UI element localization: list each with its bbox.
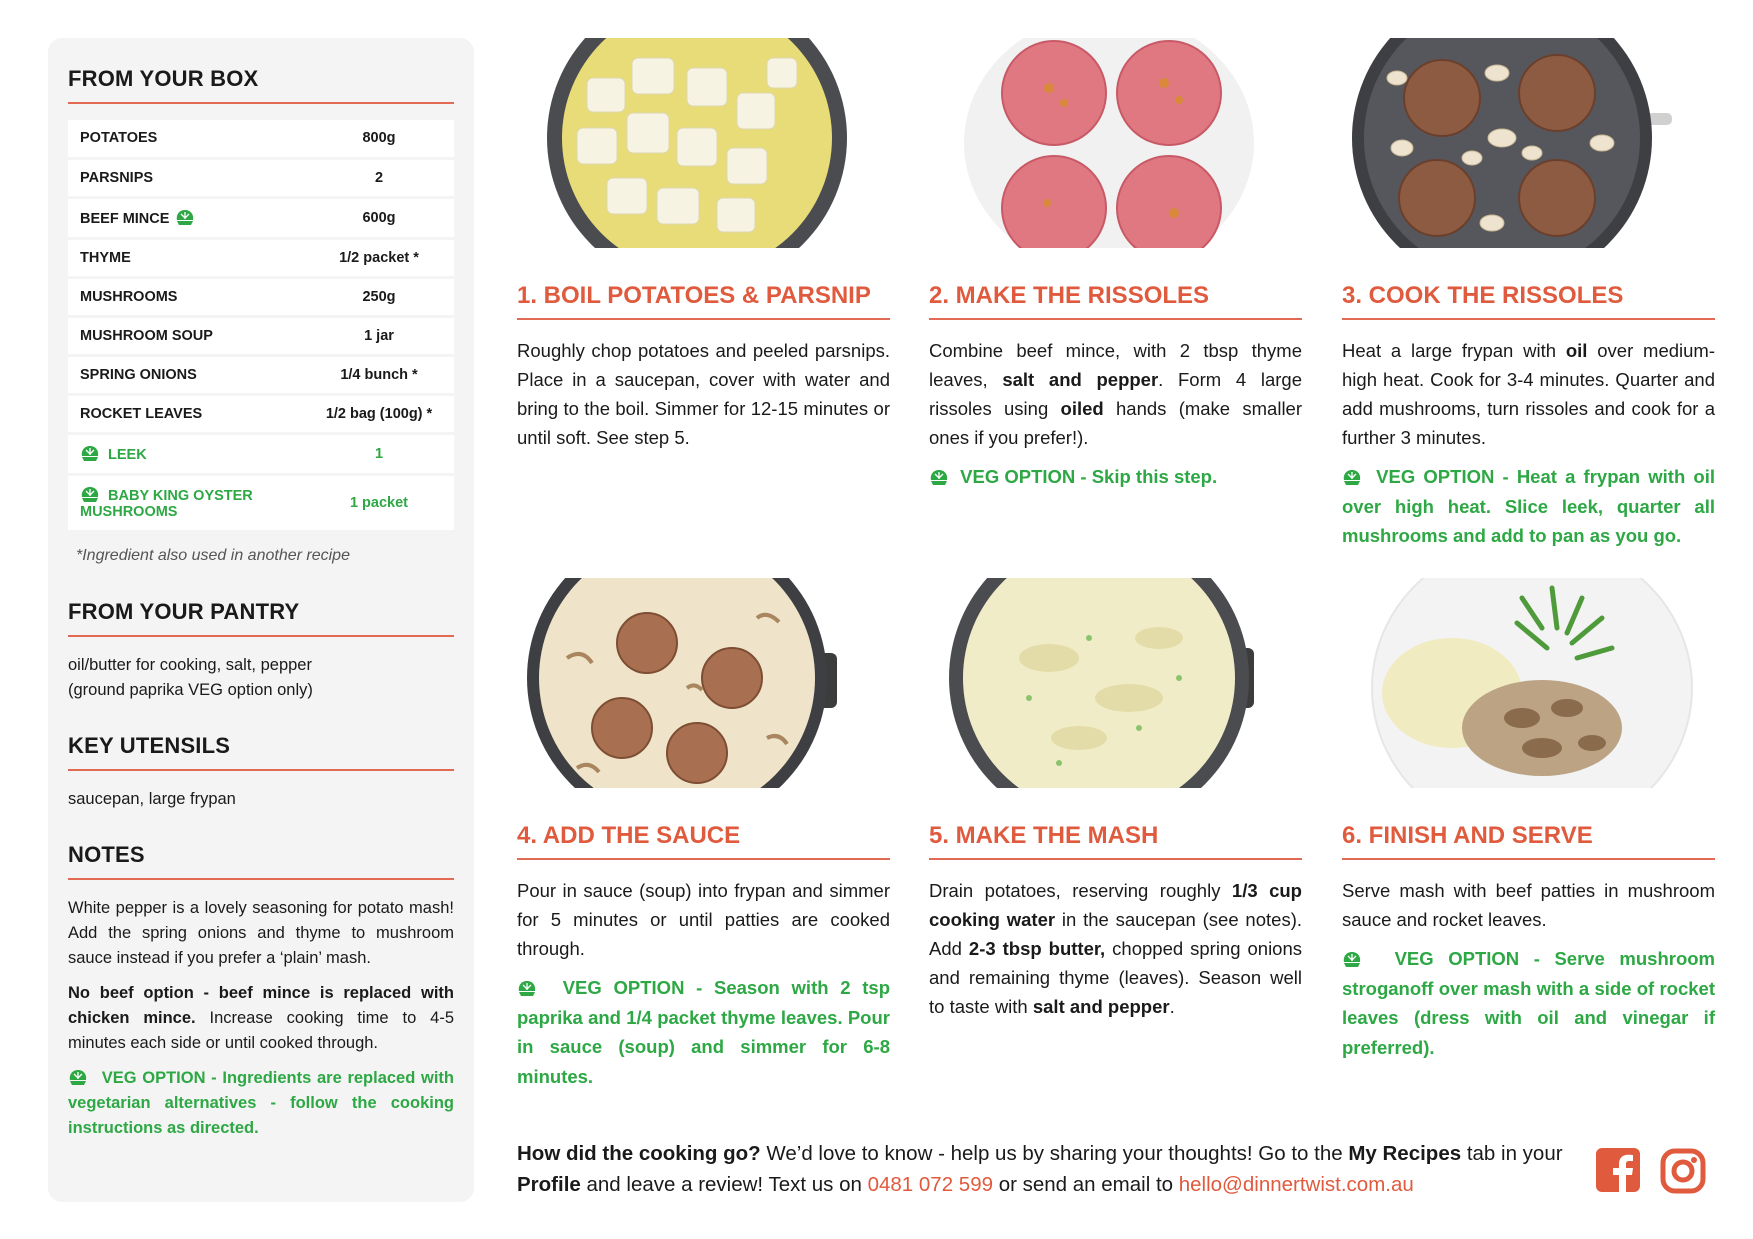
ingredient-name-cell: [68, 197, 304, 238]
step-4-veg-option: [517, 973, 890, 1091]
step-5-text-part-1: Drain potatoes, reserving roughly: [929, 880, 1232, 901]
footer-question: How did the cooking go?: [517, 1142, 761, 1165]
step-2-title: 2. MAKE THE RISSOLES: [929, 282, 1302, 320]
pantry-section: [68, 599, 454, 703]
ingredient-row: [68, 394, 454, 433]
ingredient-name-cell: [68, 394, 304, 433]
ingredient-row: [68, 197, 454, 238]
ingredient-name-cell: [68, 355, 304, 394]
notes-heading: NOTES: [68, 842, 454, 880]
my-recipes-link[interactable]: My Recipes: [1348, 1142, 1462, 1165]
step-4-veg-text: VEG OPTION - Season with 2 tsp paprika and 1/4 packet thyme leaves. Pour in sauce (soup) and simmer for 6-8 minutes.: [517, 977, 890, 1087]
ingredient-qty: 1 packet: [304, 474, 454, 531]
leaf-icon: [517, 980, 537, 997]
step-6: [1342, 578, 1715, 1062]
mash-in-pot-photo: [929, 578, 1302, 788]
step-5-title: 5. MAKE THE MASH: [929, 822, 1302, 860]
ingredient-qty: 1: [304, 433, 454, 474]
ingredient-row: [68, 238, 454, 277]
step-5-bold-1: 1/3 cup cooking water: [929, 880, 1302, 930]
step-2-bold-1: salt and pepper: [1002, 369, 1159, 390]
ingredient-qty: 600g: [304, 197, 454, 238]
notes-paragraph-1: White pepper is a lovely seasoning for potato mash! Add the spring onions and thyme to mushroom sauce instead if you prefer a ‘plain’ mash.: [68, 898, 454, 967]
ingredient-row: [68, 355, 454, 394]
step-1-title: 1. BOIL POTATOES & PARSNIP: [517, 282, 890, 320]
step-3-text-part-2: over medium-high heat. Cook for 3-4 minutes. Quarter and add mushrooms, turn rissoles and cook for a further 3 minutes.: [1342, 340, 1715, 448]
ingredient-row: [68, 433, 454, 474]
step-3-veg-text: VEG OPTION - Heat a frypan with oil over high heat. Slice leek, quarter all mushrooms and add to pan as you go.: [1342, 466, 1715, 546]
step-3-text-part-1: Heat a large frypan with: [1342, 340, 1566, 361]
email-link[interactable]: hello@dinnertwist.com.au: [1178, 1173, 1414, 1196]
ingredient-name: ROCKET LEAVES: [80, 405, 203, 422]
ingredient-name: MUSHROOM SOUP: [80, 327, 213, 344]
leaf-icon: [175, 209, 195, 226]
ingredient-footnote: *Ingredient also used in another recipe: [76, 546, 350, 564]
ingredient-name-cell: [68, 433, 304, 474]
step-3-veg-option: [1342, 462, 1715, 551]
ingredient-row: [68, 277, 454, 316]
step-6-title: 6. FINISH AND SERVE: [1342, 822, 1715, 860]
ingredient-name: MUSHROOMS: [80, 288, 178, 305]
notes-section: [68, 842, 454, 1141]
utensils-heading: KEY UTENSILS: [68, 733, 454, 771]
plated-dish-photo: [1342, 578, 1715, 788]
sidebar: [48, 38, 474, 1202]
utensils-text: saucepan, large frypan: [68, 789, 236, 808]
step-5-text-part-3: chopped spring onions and remaining thyme (leaves). Season well to taste with: [929, 938, 1303, 1017]
footer-text-4: or send an email to: [993, 1173, 1179, 1196]
ingredient-row: [68, 158, 454, 197]
step-3: [1342, 38, 1715, 551]
footer-text-3: and leave a review! Text us on: [580, 1173, 868, 1196]
step-2-text-part-3: hands (make smaller ones if you prefer!).: [929, 398, 1303, 448]
leaf-icon: [68, 1069, 88, 1086]
ingredient-name-cell: [68, 474, 304, 531]
leaf-icon: [80, 445, 100, 462]
step-2-text: [929, 336, 1302, 452]
step-3-bold-1: oil: [1565, 340, 1588, 361]
ingredient-name-cell: [68, 316, 304, 355]
ingredient-qty: 1/4 bunch *: [304, 355, 454, 394]
pantry-heading: FROM YOUR PANTRY: [68, 599, 454, 637]
step-2-text-part-1: Combine beef mince, with 2 tbsp thyme leaves,: [929, 340, 1302, 390]
step-2-bold-2: oiled: [1060, 398, 1104, 419]
leaf-icon: [1342, 469, 1362, 486]
step-2: [929, 38, 1302, 492]
rissoles-in-pan-photo: [1342, 38, 1715, 248]
step-2-text-part-2: . Form 4 large rissoles using: [929, 369, 1302, 419]
leaf-icon: [80, 486, 100, 503]
ingredient-row: [68, 120, 454, 158]
ingredient-name: BEEF MINCE: [80, 210, 170, 227]
step-1: [517, 38, 890, 452]
pot-of-potatoes-photo: [517, 38, 890, 248]
ingredient-name-cell: [68, 277, 304, 316]
step-5-bold-2: 2-3 tbsp butter,: [968, 938, 1106, 959]
ingredient-qty: 2: [304, 158, 454, 197]
step-5-bold-3: salt and pepper: [1032, 996, 1170, 1017]
ingredient-name: PARSNIPS: [80, 169, 154, 186]
step-3-text: [1342, 336, 1715, 452]
raw-rissoles-photo: [929, 38, 1302, 248]
step-5-text-part-2: in the saucepan (see notes). Add: [929, 909, 1302, 959]
leaf-icon: [1342, 951, 1362, 968]
ingredient-row: [68, 474, 454, 531]
step-6-text: Serve mash with beef patties in mushroom sauce and rocket leaves.: [1342, 880, 1715, 930]
notes-veg-text: VEG OPTION - Ingredients are replaced with vegetarian alternatives - follow the cooking instructions as directed.: [68, 1068, 454, 1137]
footer-text-1: We’d love to know - help us by sharing your thoughts! Go to the: [760, 1142, 1349, 1165]
ingredient-qty: 1 jar: [304, 316, 454, 355]
pantry-line-2: (ground paprika VEG option only): [68, 680, 313, 699]
ingredient-qty: 1/2 packet *: [304, 238, 454, 277]
phone-number[interactable]: 0481 072 599: [867, 1173, 993, 1196]
ingredient-row: [68, 316, 454, 355]
ingredient-name: THYME: [80, 249, 131, 266]
step-5-text-part-4: .: [1169, 996, 1175, 1017]
step-6-veg-option: [1342, 944, 1715, 1062]
ingredient-name-cell: [68, 238, 304, 277]
ingredients-table: [68, 120, 454, 533]
ingredient-name: POTATOES: [80, 130, 158, 147]
leaf-icon: [929, 469, 949, 486]
feedback-footer: [517, 1138, 1577, 1200]
profile-link[interactable]: Profile: [517, 1173, 581, 1196]
step-2-veg-option: [929, 462, 1302, 492]
ingredient-name: BABY KING OYSTER MUSHROOMS: [80, 487, 253, 520]
step-4-title: 4. ADD THE SAUCE: [517, 822, 890, 860]
ingredient-name: SPRING ONIONS: [80, 366, 197, 383]
ingredient-name-cell: [68, 158, 304, 197]
step-6-veg-text: VEG OPTION - Serve mushroom stroganoff over mash with a side of rocket leaves (dress with oil and vinegar if preferred).: [1342, 948, 1716, 1058]
ingredient-name-cell: [68, 120, 304, 158]
step-5-text: [929, 876, 1302, 1021]
ingredient-qty: 800g: [304, 120, 454, 158]
facebook-icon[interactable]: [1596, 1148, 1640, 1192]
from-your-box-heading: FROM YOUR BOX: [68, 66, 454, 104]
rissoles-in-sauce-photo: [517, 578, 890, 788]
notes-paragraph-2: [68, 981, 454, 1056]
ingredient-qty: 1/2 bag (100g) *: [304, 394, 454, 433]
ingredient-name: LEEK: [108, 446, 147, 463]
step-4: [517, 578, 890, 1091]
footer-text-2: tab in your: [1461, 1142, 1563, 1165]
notes-veg-option: [68, 1066, 454, 1141]
step-5: [929, 578, 1302, 1021]
no-beef-option-bold: No beef option - beef mince is replaced with chicken mince.: [68, 983, 454, 1027]
step-2-veg-text: VEG OPTION - Skip this step.: [960, 466, 1218, 487]
step-1-text: Roughly chop potatoes and peeled parsnips. Place in a saucepan, cover with water and bring to the boil. Simmer for 12-15 minutes or until soft. See step 5.: [517, 340, 890, 448]
step-4-text: Pour in sauce (soup) into frypan and simmer for 5 minutes or until patties are cooked through.: [517, 880, 890, 959]
no-beef-option-text: Increase cooking time to 4-5 minutes each side or until cooked through.: [68, 1008, 454, 1052]
pantry-line-1: oil/butter for cooking, salt, pepper: [68, 655, 312, 674]
ingredient-qty: 250g: [304, 277, 454, 316]
utensils-section: [68, 733, 454, 812]
instagram-icon[interactable]: [1660, 1148, 1706, 1194]
step-3-title: 3. COOK THE RISSOLES: [1342, 282, 1715, 320]
